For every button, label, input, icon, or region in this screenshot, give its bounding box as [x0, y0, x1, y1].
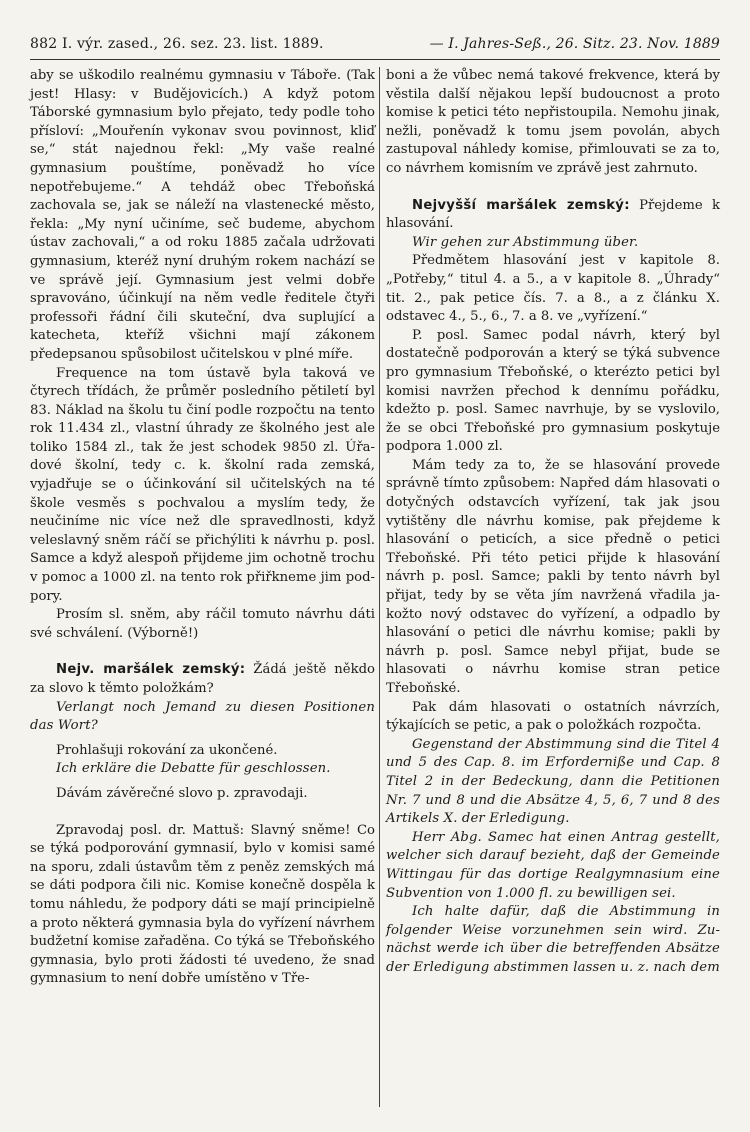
reporter-text: Slavný sněme! Co se týká podporování gymnasií, bylo v komisi samé na sporu, zdali ústavům těm z peněz zemských má se dáti podpora čili nic. Komise konečně dospěla k tomu náhledu, že podpory dáti se mají principielně a proto některá gymnasia byla do vyřízení návrhem budžetní komise zařaděna. Co týká se Třeboňského gymnasia, bylo proti žádosti té uvedeno, že snad gymnasium to není dobře umístěno v Tře-	[30, 822, 375, 987]
header-left: 882 I. výr. zased., 26. sez. 23. list. 1889.	[30, 36, 324, 52]
speaker-name: Nejvyšší maršálek zemský:	[412, 197, 630, 213]
right-column	[386, 67, 720, 978]
paragraph: Dávám závěrečné slovo p. zpravodaji.	[56, 785, 308, 801]
german-paragraph: Ich halte dafür, daß die Abstimmung in folgender Weise vorzunehmen sein wird. Zunächst werde ich über die betreffenden Absätze der Erledigung abstimmen lassen u. z. nach dem	[386, 904, 720, 975]
left-column	[30, 67, 375, 989]
speaker-name: Nejv. maršálek zemský:	[56, 662, 246, 678]
german-paragraph: Wir gehen zur Abstimmung über.	[412, 234, 639, 250]
german-paragraph: Herr Abg. Samec hat einen Antrag gestellt, welcher sich darauf bezieht, daß der Gemeinde Wittingau für das dortige Realgymnasium eine Subvention von 1.000 fl. zu bewilligen sei.	[386, 829, 720, 901]
german-paragraph: Ich erkläre die Debatte für geschlossen.	[56, 761, 331, 777]
header-rule	[30, 59, 720, 60]
paragraph: Pak dám hlasovati o ostatních návrzích, týkajících se petic, a pak o položkách rozpočta.	[386, 699, 720, 734]
reporter-name: Zpravodaj posl. dr. Mattuš:	[56, 822, 245, 838]
speaker-text: Přejdeme k hlasování.	[386, 197, 720, 232]
speaker-paragraph	[30, 661, 375, 698]
german-paragraph: Verlangt noch Jemand zu diesen Positionen das Wort?	[30, 699, 375, 734]
paragraph: Prohlašuji rokování za ukončené.	[56, 742, 278, 758]
paragraph: Prosím sl. sněm, aby ráčil tomuto návrhu dáti své schválení. (Výborně!)	[30, 607, 375, 641]
paragraph: aby se uškodilo realnému gymnasiu v Táboře. (Tak jest! Hlasy: v Budějovicích.) A když potom Táborské gymnasium bylo přejato, tedy podle toho přísloví: „Mouřenín vykonav svou povinnost, kliď se,“ stát najednou řekl: „My vaše realné gymnasium pouštíme, poněvadž ho více nepotřebujeme.“ A tehdáž obec Třeboňská zachovala se, jak se náleží na vlastenecké město, řekla: „My nyní učiníme, seč budeme, abychom ústav zachovali,“ a od roku 1885 začala udržovati gymnasium, kteréž nyní druhým rokem nachází se ve správě její. Gymnasium jest velmi dobře spravováno, účinkují na něm vedle ředitele čtyři professoři řádní čili skuteční, dva suplující a katecheta, kteříž všichni mají zákonem předepsanou spůsobilost učitelskou v plné míře.	[30, 68, 375, 362]
paragraph: P. posl. Samec podal návrh, který byl dostatečně podporován a který se týká subvence pro gymnasium Třeboňské, o kterézto petici byl komisi navržen přechod k dennímu pořádku, kdežto p. posl. Samec navrhuje, by se vyslovilo, že se obci Třeboňské pro gymnasium poskytuje podpora 1.000 zl.	[386, 327, 720, 455]
speaker-paragraph	[386, 197, 720, 234]
german-paragraph: Gegenstand der Abstimmung sind die Titel 4 und 5 des Cap. 8. im Erforderniße und Cap. 8 Titel 2 in der Bedeckung, dann die Petitionen Nr. 7 und 8 und die Absätze 4, 5, 6, 7 und 8 des Artikels X. der Erledigung.	[386, 736, 720, 827]
paragraph: Mám tedy za to, že se hlasování provede správně tímto způsobem: Napřed dám hlasovati o dotyčných odstavcích vyřízení, tak jak jsou vytištěny dle návrhu komise, pak přejdeme k hlasování o peticích, a sice předně o petici Třeboňské. Při této petici přijde k hlasování návrh p. posl. Samce; pakli by tento návrh byl přijat, tedy by se věta jím navržená vřadila jakožto nový odstavec do vyřízení, a odpadlo by hlasování o petici dle návrhu komise; pakli by návrh p. posl. Samce nebyl přijat, bude se hlasovati o návrhu komise stran petice Třeboňské.	[386, 457, 720, 696]
speaker-text: Žádá ještě někdo za slovo k těmto položkám?	[30, 662, 375, 696]
column-divider	[379, 67, 380, 1107]
reporter-paragraph	[30, 822, 375, 989]
paragraph: boni a že vůbec nemá takové frekvence, která by věstila další nějakou lepší budoucnost a proto komise k petici této nepřistoupila. Nemohu jinak, nežli, poněvadž k tomu jsem povolán, abych zastupoval náhledy komise, přimlouvati se za to, co návrhem komisním ve zprávě jest zahrnuto.	[386, 68, 720, 176]
header-right: — I. Jahres-Seß., 26. Sitz. 23. Nov. 1889	[429, 36, 720, 52]
page-header	[30, 36, 720, 52]
paragraph: Frequence na tom ústavě byla taková ve čtyrech třídách, že průměr posledního pětiletí byl 83. Náklad na školu tu činí podle rozpočtu na tento rok 11.434 zl., vlastní úhrady ze školného jest ale toliko 1584 zl., tak že jest schodek 9850 zl. Úřadové školní, tedy c. k. školní rada zemská, vyjadřuje se o účinkování sil učitelských na té škole vesměs s pochvalou a myslím tedy, že neučiníme nic více než dle spravedlnosti, když veleslavný sněm ráčí se přichýliti k návrhu p. posl. Samce a když alespoň přijdeme jim ochotně trochu v pomoc a 1000 zl. na tento rok přiřkneme jim podpory.	[30, 365, 375, 604]
paragraph: Předmětem hlasování jest v kapitole 8. „Potřeby,“ titul 4. a 5., a v kapitole 8. „Úhrady“ tit. 2., pak petice čís. 7. a 8., a z článku X. odstavec 4., 5., 6., 7. a 8. ve „vyřízení.“	[386, 253, 720, 325]
